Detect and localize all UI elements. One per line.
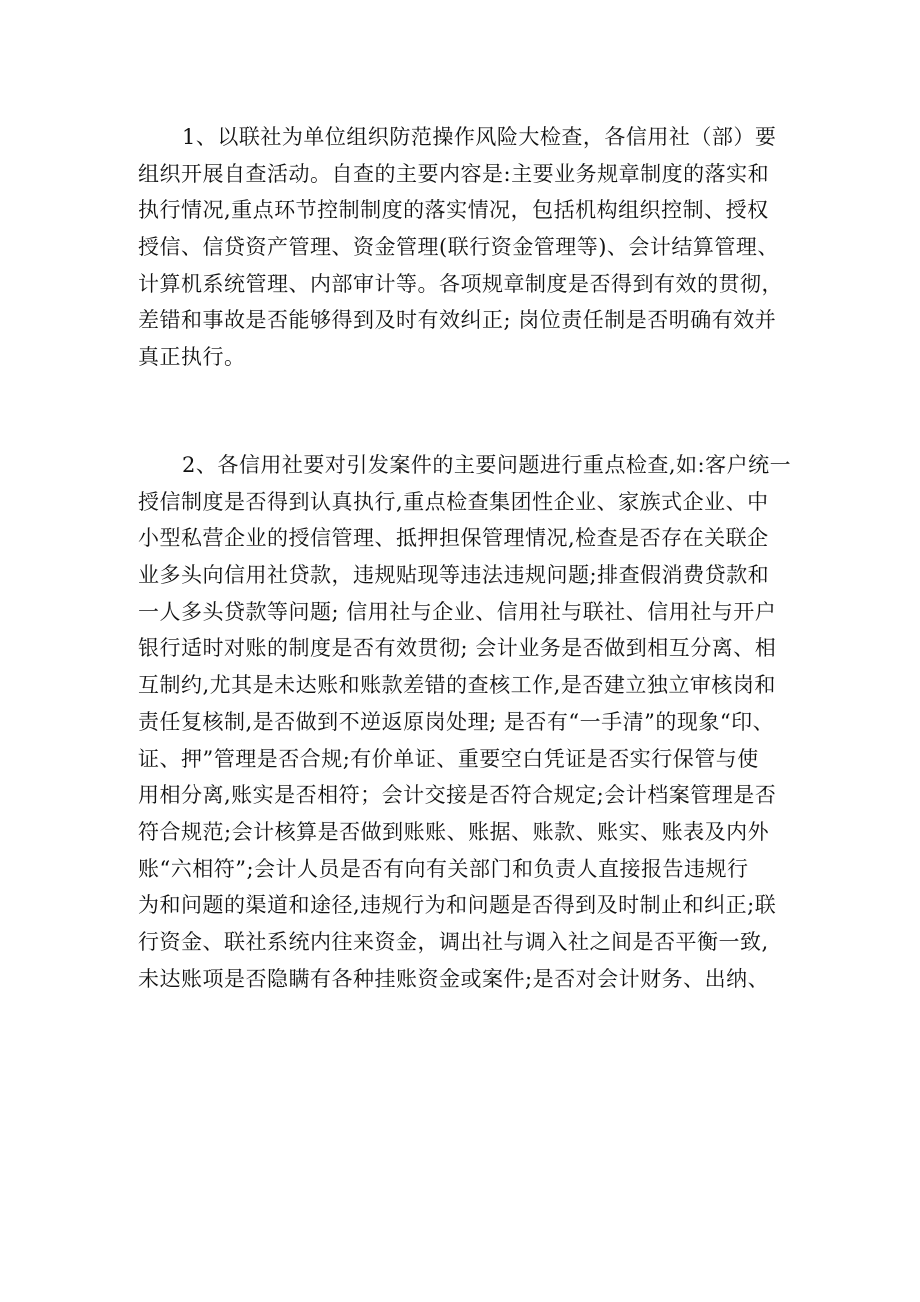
paragraph-line: 为和问题的渠道和途径,违规行为和问题是否得到及时制止和纠正;联: [138, 893, 777, 918]
paragraph-line: 组织开展自查活动。自查的主要内容是:主要业务规章制度的落实和: [138, 161, 770, 186]
paragraph-line: 互制约,尤其是未达账和账款差错的查核工作,是否建立独立审核岗和: [138, 673, 776, 698]
paragraph-line: 行资金、联社系统内往来资金，调出社与调入社之间是否平衡一致,: [138, 929, 769, 954]
paragraph-line: 未达账项是否隐瞒有各种挂账资金或案件;是否对会计财务、出纳、: [138, 966, 770, 991]
paragraph-line: 真正执行。: [138, 345, 246, 370]
paragraph-line: 银行适时对账的制度是否有效贯彻; 会计业务是否做到相互分离、相: [138, 636, 777, 661]
paragraph-line: 计算机系统管理、内部审计等。各项规章制度是否得到有效的贯彻，: [138, 271, 783, 296]
paragraph-1: [138, 119, 783, 376]
paragraph-line: 符合规范;会计核算是否做到账账、账据、账款、账实、账表及内外: [138, 819, 770, 844]
paragraph-line: 业多头向信用社贷款，违规贴现等违法违规问题;排查假消费贷款和: [138, 563, 770, 588]
paragraph-line: 账“六相符”;会计人员是否有向有关部门和负责人直接报告违规行: [138, 856, 749, 881]
paragraph-line: 授信、信贷资产管理、资金管理(联行资金管理等)、会计结算管理、: [138, 235, 779, 260]
paragraph-line: 2、各信用社要对引发案件的主要问题进行重点检查,如:客户统一: [182, 453, 792, 477]
paragraph-line: 授信制度是否得到认真执行,重点检查集团性企业、家族式企业、中: [138, 489, 769, 514]
paragraph-line: 1、以联社为单位组织防范操作风险大检查，各信用社（部）要: [182, 125, 777, 149]
paragraph-line: 一人多头贷款等问题; 信用社与企业、信用社与联社、信用社与开户: [138, 599, 777, 624]
paragraph-line: 差错和事故是否能够得到及时有效纠正; 岗位责任制是否明确有效并: [138, 308, 777, 333]
paragraph-line: 责任复核制,是否做到不逆返原岗处理; 是否有“一手清”的现象“印、: [138, 709, 775, 734]
paragraph-line: 证、押”管理是否合规;有价单证、重要空白凭证是否实行保管与使: [138, 746, 759, 771]
paragraph-line: 执行情况,重点环节控制制度的落实情况，包括机构组织控制、授权: [138, 198, 769, 223]
paragraph-2: [138, 447, 792, 997]
paragraph-line: 用相分离,账实是否相符；会计交接是否符合规定;会计档案管理是否: [138, 783, 777, 808]
paragraph-line: 小型私营企业的授信管理、抵押担保管理情况,检查是否存在关联企: [138, 526, 769, 551]
